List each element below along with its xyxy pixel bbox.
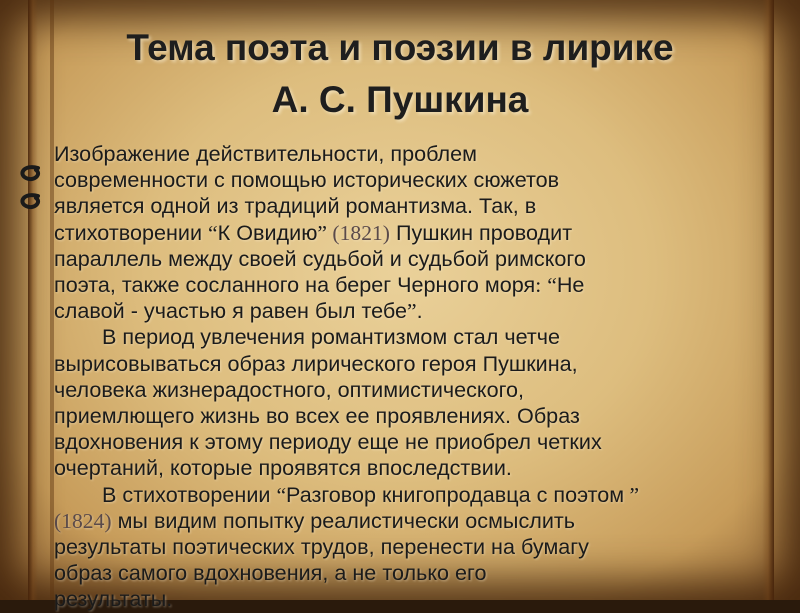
p3-work-title: Разговор книгопродавца с поэтом [286, 481, 625, 507]
p3-year: (1824) [54, 508, 112, 533]
paragraph-2: В период увлечения романтизмом стал четче вырисовываться образ лирического героя Пушкина, человека жизнерадостного, оптимистического, приемлющего жизнь во всех ее проявлениях. Образ вдохновения к этому периоду еще не приобрел четких очертаний, которые проявятся впоследствии. [54, 324, 602, 481]
p3-quote-close: ” [624, 482, 640, 507]
p3-text-a: В стихотворении [102, 481, 277, 507]
p1-quotation: Не славой - участью я равен был тебе [54, 272, 585, 324]
ornament-hooks-icon [12, 160, 52, 220]
body-text [54, 141, 784, 613]
p1-quote-open: “ [208, 220, 218, 245]
paragraph-1 [54, 141, 586, 323]
p1-quote2-open: “ [547, 273, 557, 298]
slide-title-line1: Тема поэта и поэзии в лирике [126, 27, 674, 68]
paragraph-3 [54, 482, 639, 612]
p1-year: (1821) [332, 220, 390, 245]
p1-quote-close: ” [317, 220, 333, 245]
p3-text-b: мы видим попытку реалистически осмыслить результаты поэтических трудов, перенести на бумагу образ самого вдохновения, а не только его результаты. [54, 507, 589, 612]
p1-quote2-close: ” [407, 299, 417, 324]
p1-text-d: . [416, 298, 423, 324]
slide-title [0, 22, 800, 126]
p1-text-b: Пушкин проводит параллель между своей судьбой и судьбой римского поэта, также сосланного на берег Черного моря [54, 219, 586, 298]
p3-quote-open: “ [276, 482, 287, 507]
p1-work-title: К Овидию [217, 219, 318, 245]
slide-title-line2: А. С. Пушкина [271, 79, 529, 120]
p1-text-a: Изображение действительности, проблем современности с помощью исторических сюжетов является одной из традиций романтизма. Так, в стихотворении [54, 141, 560, 245]
p1-colon: : [535, 273, 542, 298]
